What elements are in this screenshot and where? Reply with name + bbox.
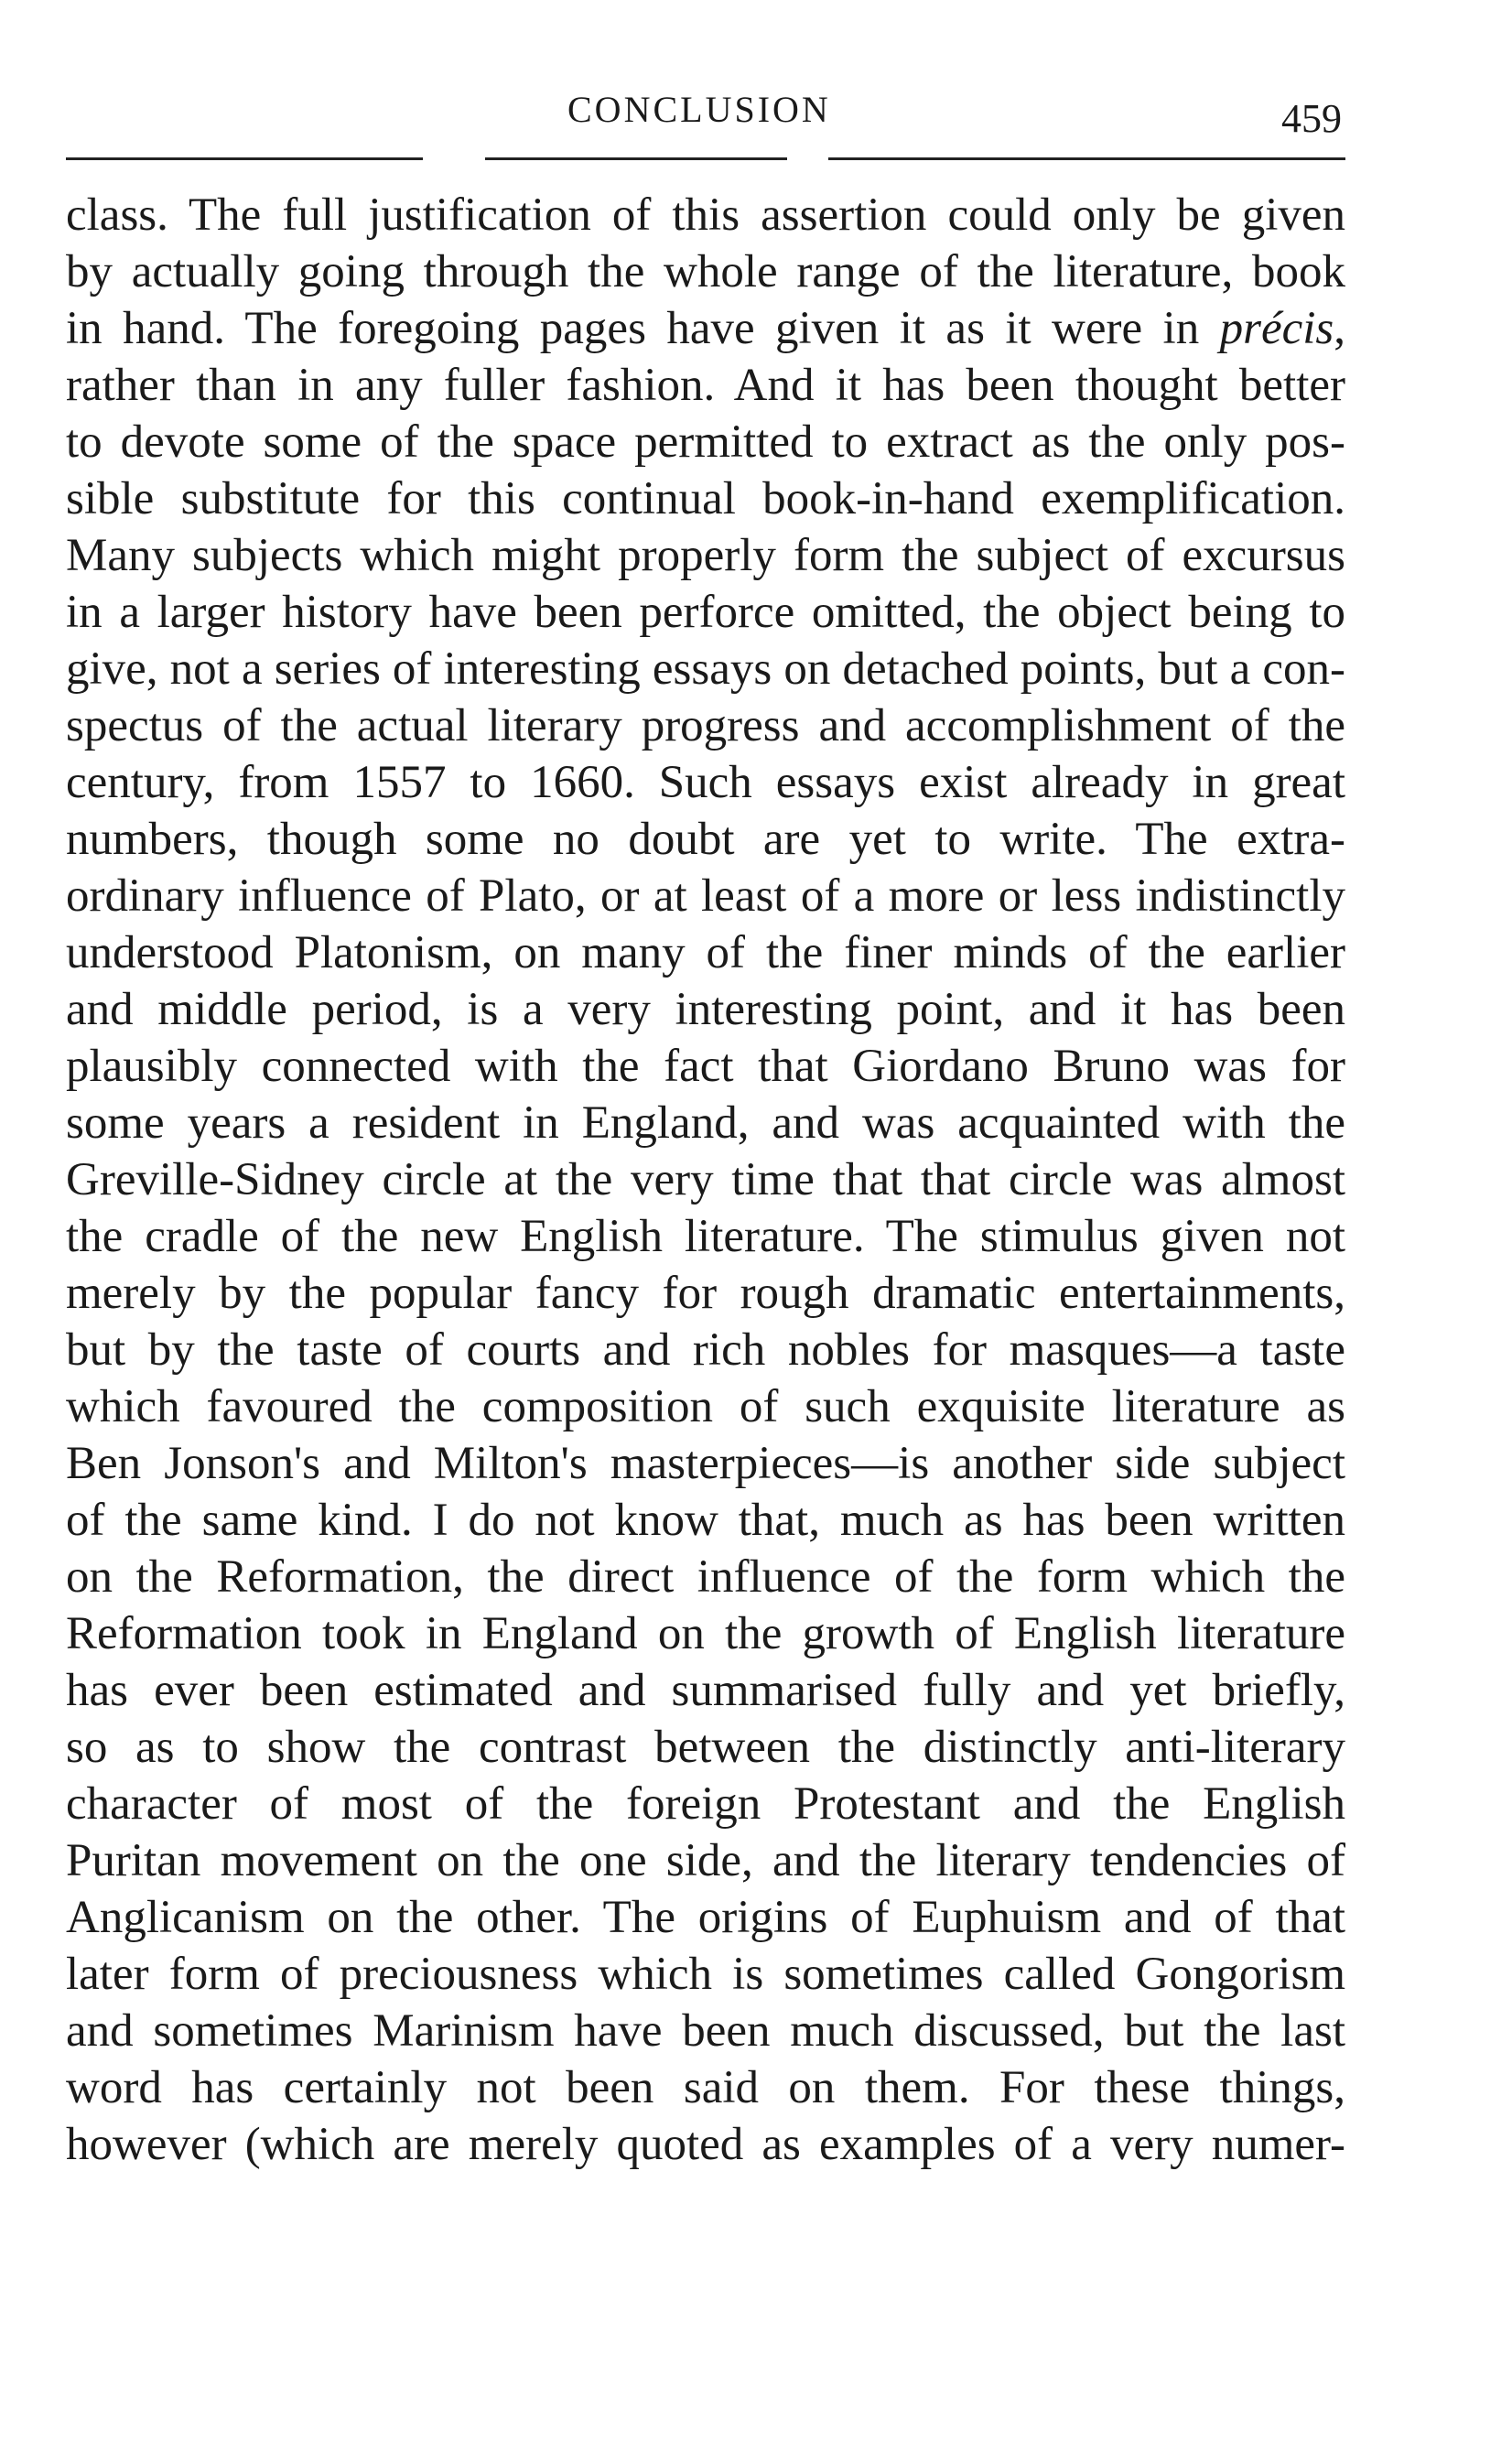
header-rule	[66, 157, 423, 160]
text-line: word has certainly not been said on them. For these things,	[66, 2062, 1345, 2113]
text-line: and middle period, is a very interesting point, and it has been	[66, 984, 1345, 1035]
text-line: in hand. The foregoing pages have given it as it were in précis,	[66, 303, 1345, 354]
page-number: 459	[1281, 96, 1342, 141]
text-line: has ever been estimated and summarised fully and yet briefly,	[66, 1665, 1345, 1716]
text-line: Ben Jonson's and Milton's masterpieces—is another side subject	[66, 1438, 1345, 1489]
text-line: some years a resident in England, and was acquainted with the	[66, 1097, 1345, 1149]
text-line: to devote some of the space permitted to extract as the only pos-	[66, 416, 1345, 468]
body-text	[66, 187, 1345, 2173]
text-line: numbers, though some no doubt are yet to write. The extra-	[66, 814, 1345, 865]
header-rule	[485, 157, 787, 160]
text-line: Reformation took in England on the growth of English literature	[66, 1608, 1345, 1659]
text-line: understood Platonism, on many of the finer minds of the earlier	[66, 927, 1345, 978]
text-line: which favoured the composition of such exquisite literature as	[66, 1381, 1345, 1432]
text-line: character of most of the foreign Protestant and the English	[66, 1778, 1345, 1830]
text-line: on the Reformation, the direct influence of the form which the	[66, 1551, 1345, 1603]
text-line: of the same kind. I do not know that, much as has been written	[66, 1495, 1345, 1546]
header-rule	[828, 157, 1345, 160]
text-line: and sometimes Marinism have been much discussed, but the last	[66, 2005, 1345, 2057]
text-line: the cradle of the new English literature. The stimulus given not	[66, 1211, 1345, 1262]
text-line: spectus of the actual literary progress and accomplishment of the	[66, 700, 1345, 751]
text-line: class. The full justification of this assertion could only be given	[66, 189, 1345, 241]
text-line: Many subjects which might properly form the subject of excursus	[66, 530, 1345, 581]
text-line: century, from 1557 to 1660. Such essays exist already in great	[66, 757, 1345, 808]
text-line: plausibly connected with the fact that Giordano Bruno was for	[66, 1041, 1345, 1092]
text-line: however (which are merely quoted as examples of a very numer-	[66, 2119, 1345, 2170]
text-line: later form of preciousness which is sometimes called Gongorism	[66, 1949, 1345, 2000]
text-line: in a larger history have been perforce omitted, the object being to	[66, 587, 1345, 638]
text-line: ordinary influence of Plato, or at least of a more or less indistinctly	[66, 870, 1345, 922]
text-line: by actually going through the whole range of the literature, book	[66, 246, 1345, 297]
text-line: sible substitute for this continual book-in-hand exemplification.	[66, 473, 1345, 524]
text-line: Anglicanism on the other. The origins of Euphuism and of that	[66, 1892, 1345, 1943]
text-line: merely by the popular fancy for rough dramatic entertainments,	[66, 1268, 1345, 1319]
text-line: Puritan movement on the one side, and the literary tendencies of	[66, 1835, 1345, 1886]
chapter-title: CONCLUSION	[567, 89, 831, 130]
text-line: so as to show the contrast between the distinctly anti-literary	[66, 1722, 1345, 1773]
text-line: but by the taste of courts and rich nobles for masques—a taste	[66, 1324, 1345, 1376]
text-line: Greville-Sidney circle at the very time that that circle was almost	[66, 1154, 1345, 1205]
text-line: give, not a series of interesting essays on detached points, but a con-	[66, 643, 1345, 695]
text-line: rather than in any fuller fashion. And it has been thought better	[66, 360, 1345, 411]
